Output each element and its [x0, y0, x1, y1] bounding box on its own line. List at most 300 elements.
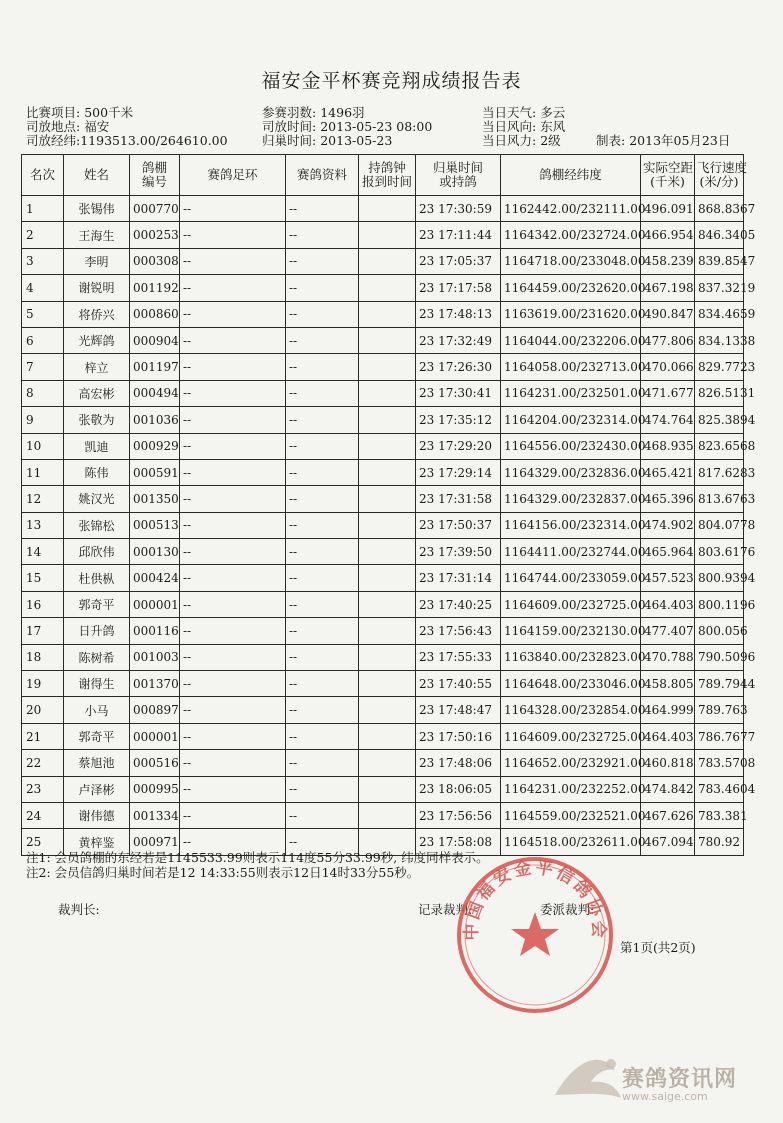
cell-loft-coord: 1164342.00/232724.00	[501, 222, 641, 248]
cell-ring: --	[180, 196, 286, 222]
cell-pigeon-data: --	[286, 327, 359, 353]
cell-distance: 466.954	[641, 222, 695, 248]
cell-name: 邱欣伟	[64, 539, 130, 565]
cell-clock-time	[359, 380, 416, 406]
cell-name: 将侨兴	[64, 301, 130, 327]
cell-pigeon-data: --	[286, 723, 359, 749]
appointed-referee-label: 委派裁判:	[540, 902, 595, 917]
cell-clock-time	[359, 618, 416, 644]
table-header-row	[22, 155, 744, 196]
cell-rank: 25	[22, 829, 64, 855]
cell-ring: --	[180, 802, 286, 828]
info-return-time	[262, 134, 392, 148]
cell-arrival-time: 23 17:40:25	[416, 591, 501, 617]
cell-ring: --	[180, 407, 286, 433]
info-release-coord	[26, 134, 228, 148]
table-row	[22, 671, 744, 697]
cell-loft-coord: 1164328.00/232854.00	[501, 697, 641, 723]
cell-distance: 470.066	[641, 354, 695, 380]
cell-distance: 458.239	[641, 248, 695, 274]
cell-rank: 12	[22, 486, 64, 512]
table-row	[22, 327, 744, 353]
cell-name: 王海生	[64, 222, 130, 248]
table-row	[22, 433, 744, 459]
header-ring: 赛鸽足环	[180, 155, 286, 196]
cell-ring: --	[180, 776, 286, 802]
cell-clock-time	[359, 433, 416, 459]
cell-rank: 19	[22, 671, 64, 697]
cell-loft-coord: 1164231.00/232252.00	[501, 776, 641, 802]
cell-speed: 834.1338	[695, 327, 744, 353]
cell-clock-time	[359, 407, 416, 433]
seal-text: 中国福安金平信鸽协会	[461, 857, 609, 941]
cell-name: 谢伟德	[64, 802, 130, 828]
cell-loft-number: 000904	[130, 327, 180, 353]
cell-loft-number: 001192	[130, 275, 180, 301]
cell-ring: --	[180, 618, 286, 644]
return-time-label: 归巢时间:	[262, 133, 317, 148]
release-place-label: 司放地点:	[26, 119, 81, 134]
cell-ring: --	[180, 222, 286, 248]
table-row	[22, 723, 744, 749]
cell-name: 陈伟	[64, 459, 130, 485]
cell-pigeon-data: --	[286, 591, 359, 617]
cell-loft-number: 000116	[130, 618, 180, 644]
cell-arrival-time: 23 17:48:47	[416, 697, 501, 723]
cell-pigeon-data: --	[286, 671, 359, 697]
cell-loft-number: 000253	[130, 222, 180, 248]
cell-distance: 458.805	[641, 671, 695, 697]
wind-force-value: 2级	[540, 133, 561, 148]
cell-clock-time	[359, 327, 416, 353]
table-row	[22, 301, 744, 327]
info-weather	[482, 106, 565, 120]
cell-loft-coord: 1162442.00/232111.00	[501, 196, 641, 222]
release-coord-value: 1193513.00/264610.00	[80, 133, 228, 148]
cell-distance: 464.403	[641, 591, 695, 617]
cell-loft-coord: 1164556.00/232430.00	[501, 433, 641, 459]
header-rank: 名次	[22, 155, 64, 196]
cell-speed: 834.4659	[695, 301, 744, 327]
header-speed: 飞行速度 (米/分)	[695, 155, 744, 196]
header-loft-number: 鸽棚 编号	[130, 155, 180, 196]
cell-loft-number: 000897	[130, 697, 180, 723]
cell-distance: 468.935	[641, 433, 695, 459]
cell-ring: --	[180, 275, 286, 301]
cell-arrival-time: 23 17:26:30	[416, 354, 501, 380]
cell-arrival-time: 23 17:39:50	[416, 539, 501, 565]
cell-loft-coord: 1164159.00/232130.00	[501, 618, 641, 644]
note-1: 注1: 会员鸽棚的东经若是1145533.99则表示114度55分33.99秒, 纬度同样表示。	[26, 850, 489, 865]
made-value: 2013年05月23日	[629, 133, 731, 148]
cell-distance: 465.964	[641, 539, 695, 565]
cell-speed: 790.5096	[695, 644, 744, 670]
cell-pigeon-data: --	[286, 539, 359, 565]
watermark-url: www.saige.com	[622, 1090, 708, 1103]
cell-loft-coord: 1164231.00/232501.00	[501, 380, 641, 406]
results-table	[21, 154, 756, 856]
notes	[26, 850, 489, 880]
cell-loft-coord: 1164718.00/233048.00	[501, 248, 641, 274]
cell-loft-number: 000513	[130, 512, 180, 538]
cell-loft-number: 001334	[130, 802, 180, 828]
cell-arrival-time: 23 17:56:56	[416, 802, 501, 828]
table-row	[22, 275, 744, 301]
table-body	[22, 196, 756, 856]
table-row	[22, 644, 744, 670]
cell-clock-time	[359, 776, 416, 802]
cell-clock-time	[359, 486, 416, 512]
release-place-value: 福安	[84, 119, 110, 134]
header-pigeon-data: 赛鸽资料	[286, 155, 359, 196]
return-time-value: 2013-05-23	[320, 133, 393, 148]
cell-name: 梓立	[64, 354, 130, 380]
cell-arrival-time: 23 17:29:14	[416, 459, 501, 485]
event-label: 比赛项目:	[26, 105, 81, 120]
cell-pigeon-data: --	[286, 512, 359, 538]
cell-loft-coord: 1164329.00/232837.00	[501, 486, 641, 512]
cell-name: 日升鸽	[64, 618, 130, 644]
cell-arrival-time: 23 17:11:44	[416, 222, 501, 248]
cell-pigeon-data: --	[286, 644, 359, 670]
cell-clock-time	[359, 512, 416, 538]
cell-ring: --	[180, 486, 286, 512]
table-row	[22, 380, 744, 406]
cell-pigeon-data: --	[286, 248, 359, 274]
cell-speed: 813.6763	[695, 486, 744, 512]
cell-clock-time	[359, 671, 416, 697]
cell-ring: --	[180, 671, 286, 697]
cell-rank: 24	[22, 802, 64, 828]
cell-ring: --	[180, 354, 286, 380]
wind-direction-label: 当日风向:	[482, 119, 537, 134]
cell-loft-coord: 1163840.00/232823.00	[501, 644, 641, 670]
table-row	[22, 459, 744, 485]
cell-arrival-time: 23 17:31:58	[416, 486, 501, 512]
cell-distance: 477.806	[641, 327, 695, 353]
cell-pigeon-data: --	[286, 565, 359, 591]
cell-distance: 474.902	[641, 512, 695, 538]
cell-ring: --	[180, 512, 286, 538]
cell-loft-number: 000130	[130, 539, 180, 565]
cell-loft-number: 000516	[130, 750, 180, 776]
cell-arrival-time: 23 17:17:58	[416, 275, 501, 301]
header-loft-coord: 鸽棚经纬度	[501, 155, 641, 196]
cell-loft-coord: 1164329.00/232836.00	[501, 459, 641, 485]
cell-distance: 457.523	[641, 565, 695, 591]
cell-rank: 16	[22, 591, 64, 617]
wind-force-label: 当日风力:	[482, 133, 537, 148]
cell-clock-time	[359, 723, 416, 749]
cell-ring: --	[180, 459, 286, 485]
wind-direction-value: 东风	[540, 119, 566, 134]
info-event	[26, 106, 133, 120]
cell-rank: 2	[22, 222, 64, 248]
cell-clock-time	[359, 802, 416, 828]
cell-pigeon-data: --	[286, 301, 359, 327]
cell-name: 凯迪	[64, 433, 130, 459]
cell-arrival-time: 23 17:58:08	[416, 829, 501, 855]
cell-clock-time	[359, 196, 416, 222]
table-row	[22, 618, 744, 644]
record-referee-label: 记录裁判:	[418, 902, 473, 917]
cell-pigeon-data: --	[286, 275, 359, 301]
cell-speed: 780.92	[695, 829, 744, 855]
cell-loft-number: 001370	[130, 671, 180, 697]
cell-arrival-time: 23 17:56:43	[416, 618, 501, 644]
cell-rank: 22	[22, 750, 64, 776]
cell-clock-time	[359, 591, 416, 617]
cell-ring: --	[180, 723, 286, 749]
cell-arrival-time: 23 17:50:16	[416, 723, 501, 749]
table-row	[22, 407, 744, 433]
cell-pigeon-data: --	[286, 750, 359, 776]
cell-speed: 800.9394	[695, 565, 744, 591]
cell-pigeon-data: --	[286, 459, 359, 485]
cell-loft-coord: 1164744.00/233059.00	[501, 565, 641, 591]
cell-speed: 826.5131	[695, 380, 744, 406]
cell-ring: --	[180, 433, 286, 459]
cell-rank: 10	[22, 433, 64, 459]
cell-pigeon-data: --	[286, 829, 359, 855]
cell-speed: 800.056	[695, 618, 744, 644]
table-row	[22, 196, 744, 222]
cell-distance: 471.677	[641, 380, 695, 406]
table-row	[22, 486, 744, 512]
cell-clock-time	[359, 697, 416, 723]
cell-ring: --	[180, 697, 286, 723]
cell-name: 张敬为	[64, 407, 130, 433]
table-row	[22, 354, 744, 380]
cell-distance: 465.421	[641, 459, 695, 485]
cell-rank: 17	[22, 618, 64, 644]
weather-label: 当日天气:	[482, 105, 537, 120]
cell-name: 张锡伟	[64, 196, 130, 222]
cell-speed: 789.763	[695, 697, 744, 723]
cell-arrival-time: 23 17:35:12	[416, 407, 501, 433]
cell-distance: 467.626	[641, 802, 695, 828]
cell-name: 李明	[64, 248, 130, 274]
cell-speed: 783.381	[695, 802, 744, 828]
note-2: 注2: 会员信鸽归巢时间若是12 14:33:55则表示12日14时33分55秒。	[26, 865, 420, 880]
header-name: 姓名	[64, 155, 130, 196]
cell-name: 小马	[64, 697, 130, 723]
watermark-text: 赛鸽资讯网	[622, 1067, 738, 1092]
cell-clock-time	[359, 459, 416, 485]
chief-referee-label: 裁判长:	[58, 902, 100, 917]
cell-speed: 786.7677	[695, 723, 744, 749]
cell-distance: 464.999	[641, 697, 695, 723]
cell-speed: 800.1196	[695, 591, 744, 617]
cell-name: 郭奇平	[64, 723, 130, 749]
cell-pigeon-data: --	[286, 433, 359, 459]
table-row	[22, 565, 744, 591]
cell-rank: 5	[22, 301, 64, 327]
cell-arrival-time: 23 17:29:20	[416, 433, 501, 459]
cell-distance: 467.094	[641, 829, 695, 855]
table-row	[22, 222, 744, 248]
cell-arrival-time: 23 17:30:41	[416, 380, 501, 406]
association-seal	[450, 850, 620, 1020]
cell-pigeon-data: --	[286, 222, 359, 248]
cell-rank: 15	[22, 565, 64, 591]
cell-loft-number: 000770	[130, 196, 180, 222]
cell-loft-coord: 1164609.00/232725.00	[501, 723, 641, 749]
cell-name: 高宏彬	[64, 380, 130, 406]
cell-arrival-time: 23 17:55:33	[416, 644, 501, 670]
cell-loft-number: 001036	[130, 407, 180, 433]
cell-arrival-time: 23 17:32:49	[416, 327, 501, 353]
cell-speed: 803.6176	[695, 539, 744, 565]
cell-name: 光辉鸽	[64, 327, 130, 353]
cell-loft-number: 000929	[130, 433, 180, 459]
cell-loft-number: 000494	[130, 380, 180, 406]
event-value: 500千米	[84, 105, 134, 120]
release-time-label: 司放时间:	[262, 119, 317, 134]
header-arrival-time: 归巢时间 或持鸽	[416, 155, 501, 196]
table-row	[22, 802, 744, 828]
cell-rank: 13	[22, 512, 64, 538]
cell-clock-time	[359, 248, 416, 274]
cell-clock-time	[359, 750, 416, 776]
cell-ring: --	[180, 539, 286, 565]
cell-pigeon-data: --	[286, 486, 359, 512]
cell-loft-coord: 1164559.00/232521.00	[501, 802, 641, 828]
cell-clock-time	[359, 301, 416, 327]
cell-name: 郭奇平	[64, 591, 130, 617]
info-wind-force	[482, 134, 561, 148]
cell-name: 杜供枞	[64, 565, 130, 591]
cell-arrival-time: 23 17:48:13	[416, 301, 501, 327]
cell-clock-time	[359, 565, 416, 591]
cell-ring: --	[180, 750, 286, 776]
cell-rank: 23	[22, 776, 64, 802]
cell-arrival-time: 23 17:50:37	[416, 512, 501, 538]
cell-loft-coord: 1164652.00/232921.00	[501, 750, 641, 776]
cell-distance: 474.764	[641, 407, 695, 433]
cell-loft-coord: 1164648.00/233046.00	[501, 671, 641, 697]
cell-distance: 464.403	[641, 723, 695, 749]
cell-rank: 9	[22, 407, 64, 433]
header-clock-time: 持鸽钟 报到时间	[359, 155, 416, 196]
cell-distance: 470.788	[641, 644, 695, 670]
cell-distance: 467.198	[641, 275, 695, 301]
cell-clock-time	[359, 354, 416, 380]
cell-rank: 3	[22, 248, 64, 274]
entries-label: 参赛羽数:	[262, 105, 317, 120]
cell-speed: 825.3894	[695, 407, 744, 433]
cell-rank: 8	[22, 380, 64, 406]
made-label: 制表:	[596, 133, 626, 148]
cell-pigeon-data: --	[286, 776, 359, 802]
cell-arrival-time: 23 17:40:55	[416, 671, 501, 697]
cell-loft-number: 000995	[130, 776, 180, 802]
cell-ring: --	[180, 644, 286, 670]
cell-pigeon-data: --	[286, 196, 359, 222]
release-coord-label: 司放经纬:	[26, 133, 81, 148]
cell-speed: 783.4604	[695, 776, 744, 802]
info-release-time	[262, 120, 432, 134]
cell-ring: --	[180, 380, 286, 406]
cell-loft-coord: 1164044.00/232206.00	[501, 327, 641, 353]
cell-loft-coord: 1164609.00/232725.00	[501, 591, 641, 617]
cell-pigeon-data: --	[286, 697, 359, 723]
cell-loft-number: 001350	[130, 486, 180, 512]
cell-loft-number: 000591	[130, 459, 180, 485]
cell-speed: 789.7944	[695, 671, 744, 697]
weather-value: 多云	[540, 105, 566, 120]
cell-loft-coord: 1164411.00/232744.00	[501, 539, 641, 565]
info-entries	[262, 106, 365, 120]
cell-name: 姚汉光	[64, 486, 130, 512]
cell-loft-number: 000971	[130, 829, 180, 855]
cell-clock-time	[359, 275, 416, 301]
info-wind-direction	[482, 120, 565, 134]
cell-rank: 14	[22, 539, 64, 565]
release-time-value: 2013-05-23 08:00	[320, 119, 433, 134]
cell-ring: --	[180, 301, 286, 327]
cell-arrival-time: 23 18:06:05	[416, 776, 501, 802]
cell-clock-time	[359, 539, 416, 565]
cell-speed: 817.6283	[695, 459, 744, 485]
table-row	[22, 539, 744, 565]
cell-distance: 474.842	[641, 776, 695, 802]
cell-loft-coord: 1164156.00/232314.00	[501, 512, 641, 538]
header-distance: 实际空距 (千米)	[641, 155, 695, 196]
cell-speed: 839.8547	[695, 248, 744, 274]
info-made-date	[596, 134, 730, 148]
cell-pigeon-data: --	[286, 618, 359, 644]
cell-rank: 21	[22, 723, 64, 749]
page-indicator: 第1页(共2页)	[620, 940, 696, 955]
cell-loft-number: 000308	[130, 248, 180, 274]
cell-loft-number: 000424	[130, 565, 180, 591]
cell-loft-number: 001003	[130, 644, 180, 670]
cell-pigeon-data: --	[286, 802, 359, 828]
cell-arrival-time: 23 17:05:37	[416, 248, 501, 274]
cell-rank: 7	[22, 354, 64, 380]
table-row	[22, 512, 744, 538]
cell-pigeon-data: --	[286, 354, 359, 380]
cell-speed: 846.3405	[695, 222, 744, 248]
cell-rank: 1	[22, 196, 64, 222]
cell-ring: --	[180, 327, 286, 353]
cell-ring: --	[180, 248, 286, 274]
cell-speed: 837.3219	[695, 275, 744, 301]
cell-loft-number: 001197	[130, 354, 180, 380]
cell-ring: --	[180, 829, 286, 855]
cell-loft-number: 000001	[130, 723, 180, 749]
cell-name: 陈树希	[64, 644, 130, 670]
cell-name: 谢锐明	[64, 275, 130, 301]
cell-clock-time	[359, 644, 416, 670]
table-row	[22, 697, 744, 723]
table-row	[22, 776, 744, 802]
cell-speed: 783.5708	[695, 750, 744, 776]
cell-rank: 6	[22, 327, 64, 353]
cell-loft-number: 000860	[130, 301, 180, 327]
cell-distance: 460.818	[641, 750, 695, 776]
cell-rank: 11	[22, 459, 64, 485]
entries-value: 1496羽	[320, 105, 365, 120]
cell-distance: 477.407	[641, 618, 695, 644]
cell-arrival-time: 23 17:30:59	[416, 196, 501, 222]
table-row	[22, 248, 744, 274]
cell-loft-coord: 1164058.00/232713.00	[501, 354, 641, 380]
cell-name: 蔡旭池	[64, 750, 130, 776]
cell-loft-number: 000001	[130, 591, 180, 617]
cell-distance: 465.396	[641, 486, 695, 512]
